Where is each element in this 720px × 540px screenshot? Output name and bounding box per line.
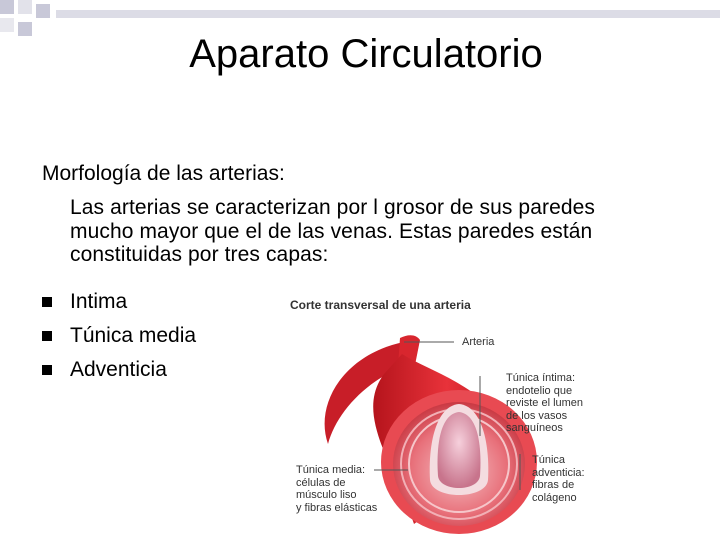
paragraph-line: mucho mayor que el de las venas. Estas paredes están (70, 219, 593, 243)
paragraph-line: Las arterias se caracterizan por l grosor de sus paredes (70, 196, 596, 219)
paragraph (70, 196, 670, 267)
label-line: endotelio que (506, 384, 573, 397)
label-line: fibras de (532, 479, 575, 491)
figure-title: Corte transversal de una arteria (290, 298, 471, 312)
label-line: reviste el lumen (506, 397, 584, 409)
label-line: sanguíneos (506, 422, 563, 434)
square-bullet-icon (42, 331, 52, 341)
intro-text: Morfología de las arterias: (42, 162, 285, 185)
bullet-text: Intima (70, 290, 128, 313)
label-line: músculo liso (296, 489, 357, 501)
label-tunica-intima (506, 372, 583, 435)
bullet-text: Túnica media (70, 324, 197, 347)
bullet-text: Adventicia (70, 358, 167, 381)
label-tunica-media (296, 464, 377, 514)
label-line: Túnica media: (296, 464, 366, 476)
label-line: Túnica íntima: (506, 372, 576, 384)
label-line: colágeno (532, 491, 577, 504)
label-arteria: Arteria (462, 336, 495, 348)
square-bullet-icon (42, 365, 52, 375)
square-bullet-icon (42, 297, 52, 307)
label-line: y fibras elásticas (296, 501, 378, 514)
label-line: Túnica (532, 454, 566, 466)
label-line: células de (296, 476, 346, 489)
label-line: adventicia: (532, 466, 585, 479)
slide-title: Aparato Circulatorio (189, 32, 543, 76)
paragraph-line: constituidas por tres capas: (70, 243, 329, 266)
label-line: de los vasos (506, 409, 568, 422)
label-tunica-adventicia (532, 454, 585, 504)
